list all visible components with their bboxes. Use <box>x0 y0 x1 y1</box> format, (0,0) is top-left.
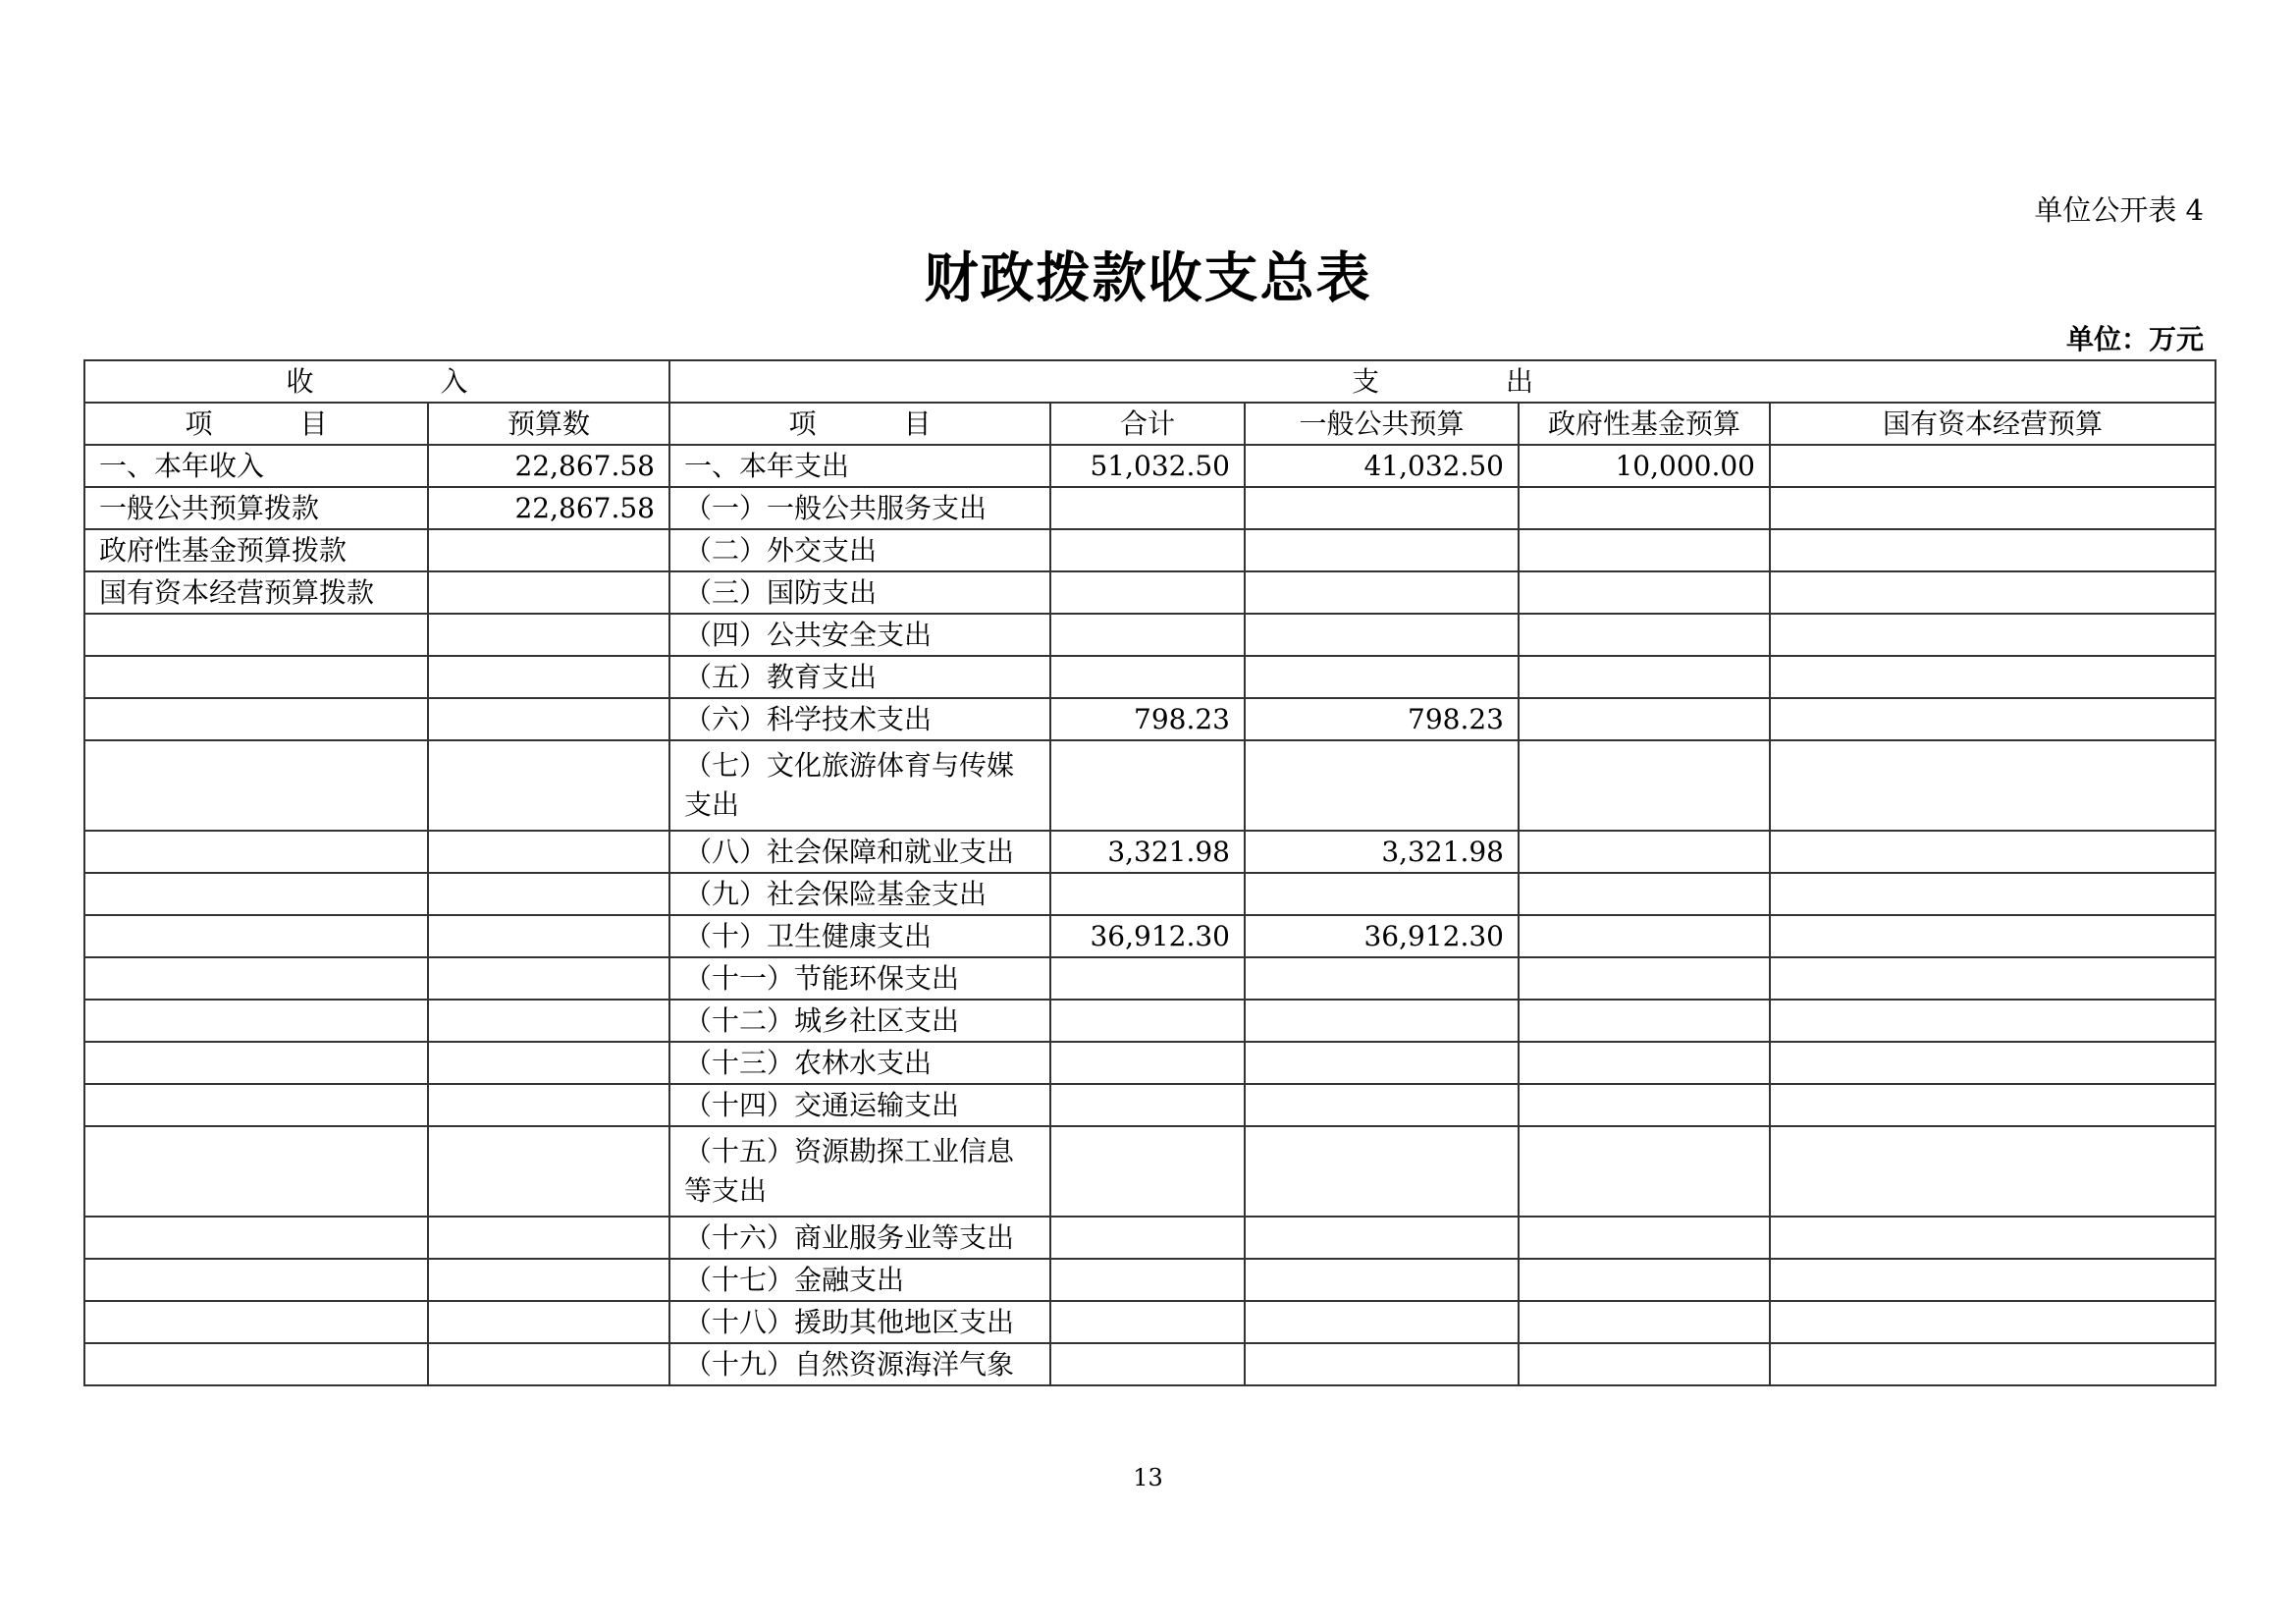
state-capital-cell <box>1770 1301 2216 1343</box>
general-budget-cell: 36,912.30 <box>1245 915 1519 957</box>
income-item-cell <box>84 1259 428 1301</box>
state-capital-cell <box>1770 1343 2216 1385</box>
expense-item-cell: （九）社会保险基金支出 <box>669 873 1050 915</box>
income-item-cell <box>84 1217 428 1259</box>
unit-label: 单位：万元 <box>2065 323 2204 355</box>
expense-item-cell: （十六）商业服务业等支出 <box>669 1217 1050 1259</box>
income-item-cell <box>84 1126 428 1217</box>
col-expense-item: 项 目 <box>669 403 1050 445</box>
col-state-capital: 国有资本经营预算 <box>1770 403 2216 445</box>
general-budget-cell: 798.23 <box>1245 698 1519 740</box>
income-item-cell <box>84 915 428 957</box>
table-row <box>84 487 2216 529</box>
expense-item-cell: （四）公共安全支出 <box>669 614 1050 656</box>
state-capital-cell <box>1770 1084 2216 1126</box>
state-capital-cell <box>1770 656 2216 698</box>
income-budget-cell <box>428 698 669 740</box>
table-row <box>84 1000 2216 1042</box>
income-item-cell <box>84 614 428 656</box>
total-cell <box>1050 614 1245 656</box>
income-item-cell: 一、本年收入 <box>84 445 428 487</box>
gov-fund-cell <box>1519 1259 1770 1301</box>
table-row <box>84 656 2216 698</box>
gov-fund-cell <box>1519 1042 1770 1084</box>
expense-item-cell: （五）教育支出 <box>669 656 1050 698</box>
expense-item-cell: （十四）交通运输支出 <box>669 1084 1050 1126</box>
table-row <box>84 445 2216 487</box>
gov-fund-cell <box>1519 1301 1770 1343</box>
expense-item-cell: （十）卫生健康支出 <box>669 915 1050 957</box>
income-item-cell <box>84 957 428 1000</box>
income-item-cell <box>84 698 428 740</box>
expense-item-cell: 一、本年支出 <box>669 445 1050 487</box>
expense-item-cell: （十五）资源勘探工业信息等支出 <box>669 1126 1050 1217</box>
total-cell <box>1050 656 1245 698</box>
table-row <box>84 1259 2216 1301</box>
income-budget-cell <box>428 1343 669 1385</box>
col-income-budget: 预算数 <box>428 403 669 445</box>
state-capital-cell <box>1770 529 2216 571</box>
total-cell <box>1050 1126 1245 1217</box>
general-budget-cell <box>1245 1084 1519 1126</box>
state-capital-cell <box>1770 1126 2216 1217</box>
income-budget-cell <box>428 831 669 873</box>
state-capital-cell <box>1770 445 2216 487</box>
col-income-item: 项 目 <box>84 403 428 445</box>
total-cell <box>1050 1084 1245 1126</box>
income-item-cell: 一般公共预算拨款 <box>84 487 428 529</box>
total-cell <box>1050 1000 1245 1042</box>
gov-fund-cell <box>1519 831 1770 873</box>
gov-fund-cell <box>1519 529 1770 571</box>
gov-fund-cell <box>1519 656 1770 698</box>
total-cell <box>1050 740 1245 831</box>
expense-item-cell: （七）文化旅游体育与传媒支出 <box>669 740 1050 831</box>
table-row <box>84 740 2216 831</box>
total-cell <box>1050 1042 1245 1084</box>
income-budget-cell <box>428 957 669 1000</box>
general-budget-cell <box>1245 487 1519 529</box>
income-budget-cell <box>428 1000 669 1042</box>
expense-item-cell: （十八）援助其他地区支出 <box>669 1301 1050 1343</box>
state-capital-cell <box>1770 957 2216 1000</box>
income-budget-cell <box>428 1084 669 1126</box>
table-row <box>84 873 2216 915</box>
state-capital-cell <box>1770 831 2216 873</box>
col-total: 合计 <box>1050 403 1245 445</box>
income-item-cell <box>84 1343 428 1385</box>
expense-item-cell: （十三）农林水支出 <box>669 1042 1050 1084</box>
table-tag: 单位公开表 4 <box>2034 193 2204 227</box>
total-cell <box>1050 529 1245 571</box>
expense-item-cell: （二）外交支出 <box>669 529 1050 571</box>
income-budget-cell <box>428 740 669 831</box>
general-budget-cell <box>1245 1126 1519 1217</box>
general-budget-cell <box>1245 1259 1519 1301</box>
col-gov-fund: 政府性基金预算 <box>1519 403 1770 445</box>
general-budget-cell: 3,321.98 <box>1245 831 1519 873</box>
state-capital-cell <box>1770 1217 2216 1259</box>
gov-fund-cell <box>1519 1084 1770 1126</box>
income-item-cell: 国有资本经营预算拨款 <box>84 571 428 614</box>
gov-fund-cell <box>1519 957 1770 1000</box>
total-cell: 51,032.50 <box>1050 445 1245 487</box>
general-budget-cell <box>1245 957 1519 1000</box>
general-budget-cell <box>1245 529 1519 571</box>
gov-fund-cell <box>1519 740 1770 831</box>
col-general-budget: 一般公共预算 <box>1245 403 1519 445</box>
state-capital-cell <box>1770 571 2216 614</box>
table-row <box>84 698 2216 740</box>
group-header-row <box>84 360 2216 403</box>
gov-fund-cell <box>1519 1217 1770 1259</box>
total-cell <box>1050 1343 1245 1385</box>
total-cell <box>1050 1217 1245 1259</box>
income-budget-cell <box>428 873 669 915</box>
gov-fund-cell <box>1519 1343 1770 1385</box>
table-row <box>84 1042 2216 1084</box>
gov-fund-cell: 10,000.00 <box>1519 445 1770 487</box>
income-item-cell <box>84 1000 428 1042</box>
table-row <box>84 915 2216 957</box>
state-capital-cell <box>1770 915 2216 957</box>
total-cell: 3,321.98 <box>1050 831 1245 873</box>
total-cell <box>1050 487 1245 529</box>
income-budget-cell: 22,867.58 <box>428 487 669 529</box>
column-header-row <box>84 403 2216 445</box>
total-cell: 798.23 <box>1050 698 1245 740</box>
state-capital-cell <box>1770 487 2216 529</box>
table-row <box>84 1084 2216 1126</box>
total-cell: 36,912.30 <box>1050 915 1245 957</box>
general-budget-cell <box>1245 740 1519 831</box>
state-capital-cell <box>1770 698 2216 740</box>
general-budget-cell <box>1245 614 1519 656</box>
income-item-cell <box>84 1084 428 1126</box>
state-capital-cell <box>1770 1042 2216 1084</box>
expense-item-cell: （三）国防支出 <box>669 571 1050 614</box>
table-row <box>84 529 2216 571</box>
income-budget-cell <box>428 656 669 698</box>
table-row <box>84 831 2216 873</box>
income-budget-cell <box>428 1217 669 1259</box>
income-budget-cell <box>428 1259 669 1301</box>
general-budget-cell <box>1245 1343 1519 1385</box>
state-capital-cell <box>1770 614 2216 656</box>
gov-fund-cell <box>1519 1000 1770 1042</box>
table-row <box>84 1126 2216 1217</box>
total-cell <box>1050 1259 1245 1301</box>
gov-fund-cell <box>1519 915 1770 957</box>
general-budget-cell <box>1245 1217 1519 1259</box>
income-budget-cell: 22,867.58 <box>428 445 669 487</box>
gov-fund-cell <box>1519 698 1770 740</box>
income-budget-cell <box>428 915 669 957</box>
table-row <box>84 1217 2216 1259</box>
expense-item-cell: （六）科学技术支出 <box>669 698 1050 740</box>
state-capital-cell <box>1770 1000 2216 1042</box>
table-row <box>84 614 2216 656</box>
income-budget-cell <box>428 1042 669 1084</box>
income-budget-cell <box>428 614 669 656</box>
table-row <box>84 1301 2216 1343</box>
general-budget-cell <box>1245 1301 1519 1343</box>
general-budget-cell: 41,032.50 <box>1245 445 1519 487</box>
total-cell <box>1050 571 1245 614</box>
income-item-cell <box>84 831 428 873</box>
state-capital-cell <box>1770 1259 2216 1301</box>
expense-item-cell: （十一）节能环保支出 <box>669 957 1050 1000</box>
expense-item-cell: （十二）城乡社区支出 <box>669 1000 1050 1042</box>
total-cell <box>1050 873 1245 915</box>
income-item-cell <box>84 873 428 915</box>
income-budget-cell <box>428 529 669 571</box>
gov-fund-cell <box>1519 571 1770 614</box>
income-item-cell <box>84 1301 428 1343</box>
gov-fund-cell <box>1519 1126 1770 1217</box>
expense-item-cell: （八）社会保障和就业支出 <box>669 831 1050 873</box>
table-row <box>84 957 2216 1000</box>
income-budget-cell <box>428 1126 669 1217</box>
general-budget-cell <box>1245 1000 1519 1042</box>
state-capital-cell <box>1770 873 2216 915</box>
expense-item-cell: （十九）自然资源海洋气象 <box>669 1343 1050 1385</box>
general-budget-cell <box>1245 656 1519 698</box>
table-row <box>84 571 2216 614</box>
income-item-cell <box>84 740 428 831</box>
total-cell <box>1050 957 1245 1000</box>
general-budget-cell <box>1245 1042 1519 1084</box>
income-item-cell <box>84 1042 428 1084</box>
gov-fund-cell <box>1519 487 1770 529</box>
income-item-cell <box>84 656 428 698</box>
general-budget-cell <box>1245 873 1519 915</box>
gov-fund-cell <box>1519 873 1770 915</box>
total-cell <box>1050 1301 1245 1343</box>
expense-item-cell: （一）一般公共服务支出 <box>669 487 1050 529</box>
gov-fund-cell <box>1519 614 1770 656</box>
income-budget-cell <box>428 1301 669 1343</box>
income-item-cell: 政府性基金预算拨款 <box>84 529 428 571</box>
table-row <box>84 1343 2216 1385</box>
budget-table <box>83 359 2216 1386</box>
state-capital-cell <box>1770 740 2216 831</box>
page-number: 13 <box>1133 1464 1163 1491</box>
expense-group-header: 支 出 <box>669 360 2216 403</box>
general-budget-cell <box>1245 571 1519 614</box>
income-budget-cell <box>428 571 669 614</box>
page-title: 财政拨款收支总表 <box>924 245 1372 309</box>
income-group-header: 收 入 <box>84 360 669 403</box>
expense-item-cell: （十七）金融支出 <box>669 1259 1050 1301</box>
